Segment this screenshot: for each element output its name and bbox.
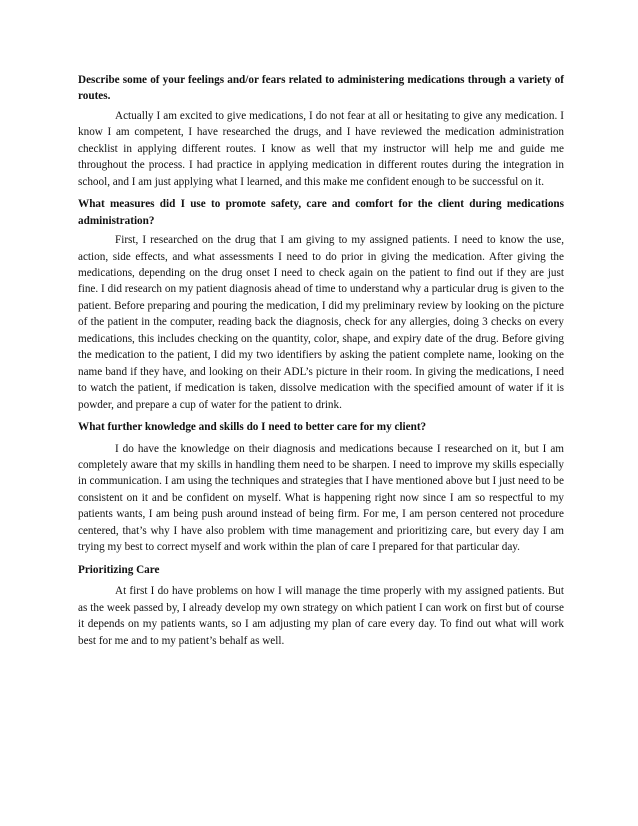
section-3-heading: What further knowledge and skills do I need to better care for my client? <box>78 421 427 434</box>
section-1-paragraph: Actually I am excited to give medications, I do not fear at all or hesitating to give any medication. I know I am competent, I have researched the drugs, and I have reviewed the medication administration checklist in applying different routes. I know as well that my instructor will help me and guide me throughout the process. I had practice in applying medication in different routes during the integration in school, and I am just applying what I learned, and this make me confident enough to be successful on it. <box>78 109 564 188</box>
section-3-paragraph: I do have the knowledge on their diagnosis and medications because I researched on it, but I am completely aware that my skills in handling them need to be sharpen. I need to improve my skills especially in communication. I am using the techniques and strategies that I have mentioned above but I just need to be consistent on it and be confident on myself. What is happening right now since I am so respectful to my patients wants, I am being push around instead of being firm. For me, I am person centered not procedure centered, that’s why I have also problem with time management and prioritizing care, but every day I am trying my best to correct myself and work within the plan of care I prepared for that particular day. <box>78 442 564 554</box>
section-4-paragraph: At first I do have problems on how I will manage the time properly with my assigned patients. But as the week passed by, I already develop my own strategy on which patient I can work on first but of course it depends on my patients wants, so I am adjusting my plan of care every day. To find out what will work best for me and to my patient’s behalf as well. <box>78 585 564 647</box>
section-2-paragraph: First, I researched on the drug that I am giving to my assigned patients. I need to know the use, action, side effects, and what assessments I need to do prior in giving the medication. After giving the medications, depending on the drug onset I need to check again on the patient to find out if they are just fine. I did research on my patient diagnosis ahead of time to understand why a particular drug is given to the patient. Before preparing and pouring the medication, I did my preliminary review by looking on the picture of the patient in the computer, reading back the diagnosis, check for any allergies, doing 3 checks on every medications, this includes checking on the quantity, color, shape, and expiry date of the drug. Before giving the medication to the patient, I did my two identifiers by asking the patient complete name, looking on the name band if they have, and looking on their ADL’s picture in their room. In giving the medications, I need to watch the patient, if medication is taken, dissolve medication with the specified amount of water if it is powder, and prepare a cup of water for the patient to drink. <box>78 234 564 411</box>
section-2-heading: What measures did I use to promote safety, care and comfort for the client during medications administration? <box>78 198 564 227</box>
document-body <box>78 72 564 649</box>
section-4-heading: Prioritizing Care <box>78 563 160 576</box>
section-1-heading: Describe some of your feelings and/or fears related to administering medications through a variety of routes. <box>78 74 564 103</box>
